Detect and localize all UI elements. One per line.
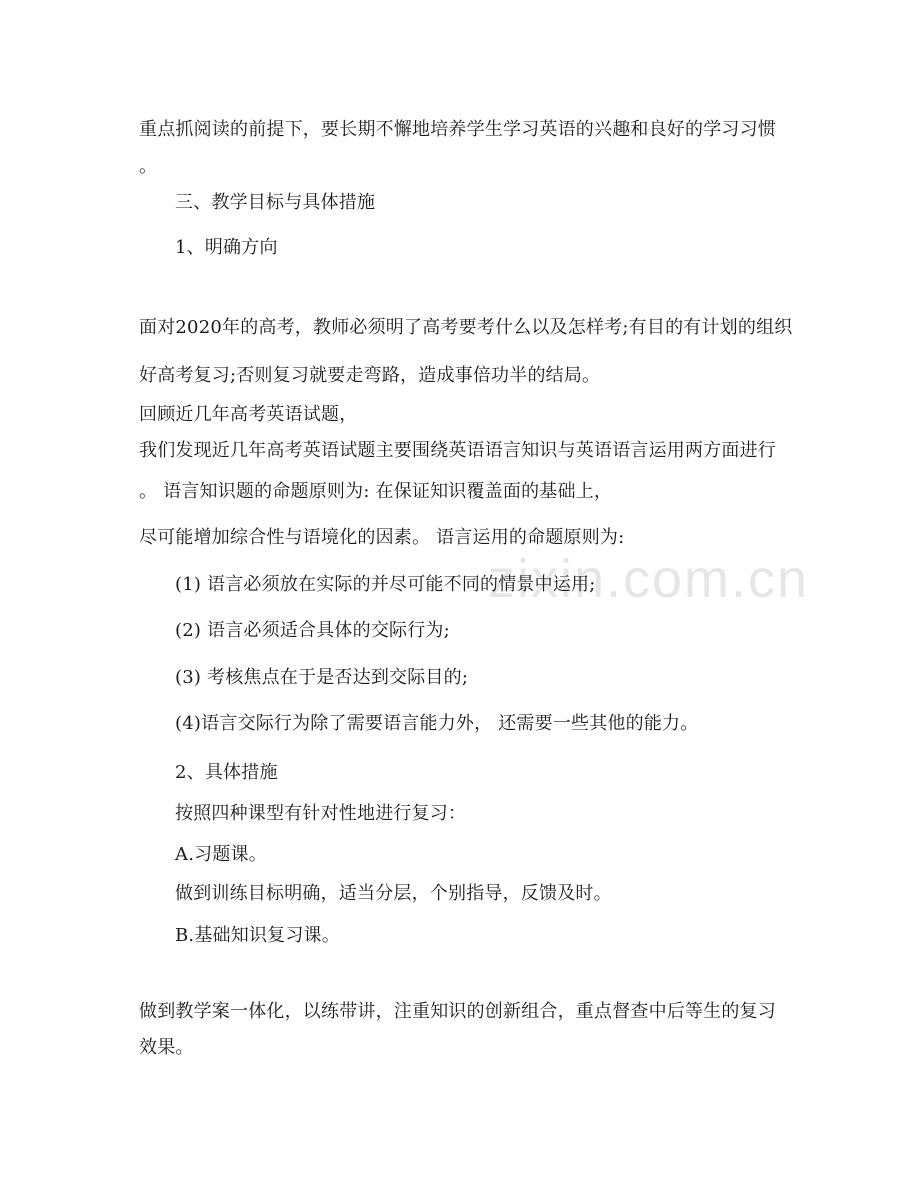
- paragraph-line: 我们发现近几年高考英语试题主要围绕英语语言知识与英语语言运用两方面进行: [139, 440, 776, 461]
- list-item: (4)语言交际行为除了需要语言能力外， 还需要一些其他的能力。: [175, 713, 699, 734]
- paragraph-line: 回顾近几年高考英语试题，: [139, 404, 358, 425]
- paragraph-line: 尽可能增加综合性与语境化的因素。 语言运用的命题原则为:: [139, 527, 625, 548]
- section-heading: 三、教学目标与具体措施: [175, 192, 376, 213]
- paragraph-line: 。: [139, 156, 158, 177]
- subsection-heading: 2、具体措施: [175, 762, 278, 783]
- list-item: (1) 语言必须放在实际的并尽可能不同的情景中运用;: [175, 574, 596, 595]
- paragraph-line: 重点抓阅读的前提下，要长期不懈地培养学生学习英语的兴趣和良好的学习习惯: [139, 119, 776, 140]
- paragraph-line: 。 语言知识题的命题原则为: 在保证知识覆盖面的基础上，: [139, 481, 613, 502]
- list-item: (2) 语言必须适合具体的交际行为;: [175, 620, 450, 641]
- list-item: A.习题课。: [175, 844, 267, 865]
- paragraph-line: 做到教学案一体化，以练带讲，注重知识的创新组合，重点督查中后等生的复习: [139, 1001, 776, 1022]
- paragraph-line: 效果。: [139, 1037, 194, 1058]
- subsection-heading: 1、明确方向: [175, 237, 278, 258]
- list-item: B.基础知识复习课。: [175, 925, 340, 946]
- watermark: zixin.com.cn: [488, 549, 810, 609]
- paragraph-line: 面对2020年的高考，教师必须明了高考要考什么以及怎样考;有目的有计划的组织: [139, 317, 793, 338]
- paragraph-line: 做到训练目标明确，适当分层，个别指导，反馈及时。: [175, 883, 612, 904]
- paragraph-line: 按照四种课型有针对性地进行复习：: [175, 803, 467, 824]
- paragraph-line: 好高考复习;否则复习就要走弯路，造成事倍功半的结局。: [139, 365, 601, 386]
- list-item: (3) 考核焦点在于是否达到交际目的;: [175, 667, 469, 688]
